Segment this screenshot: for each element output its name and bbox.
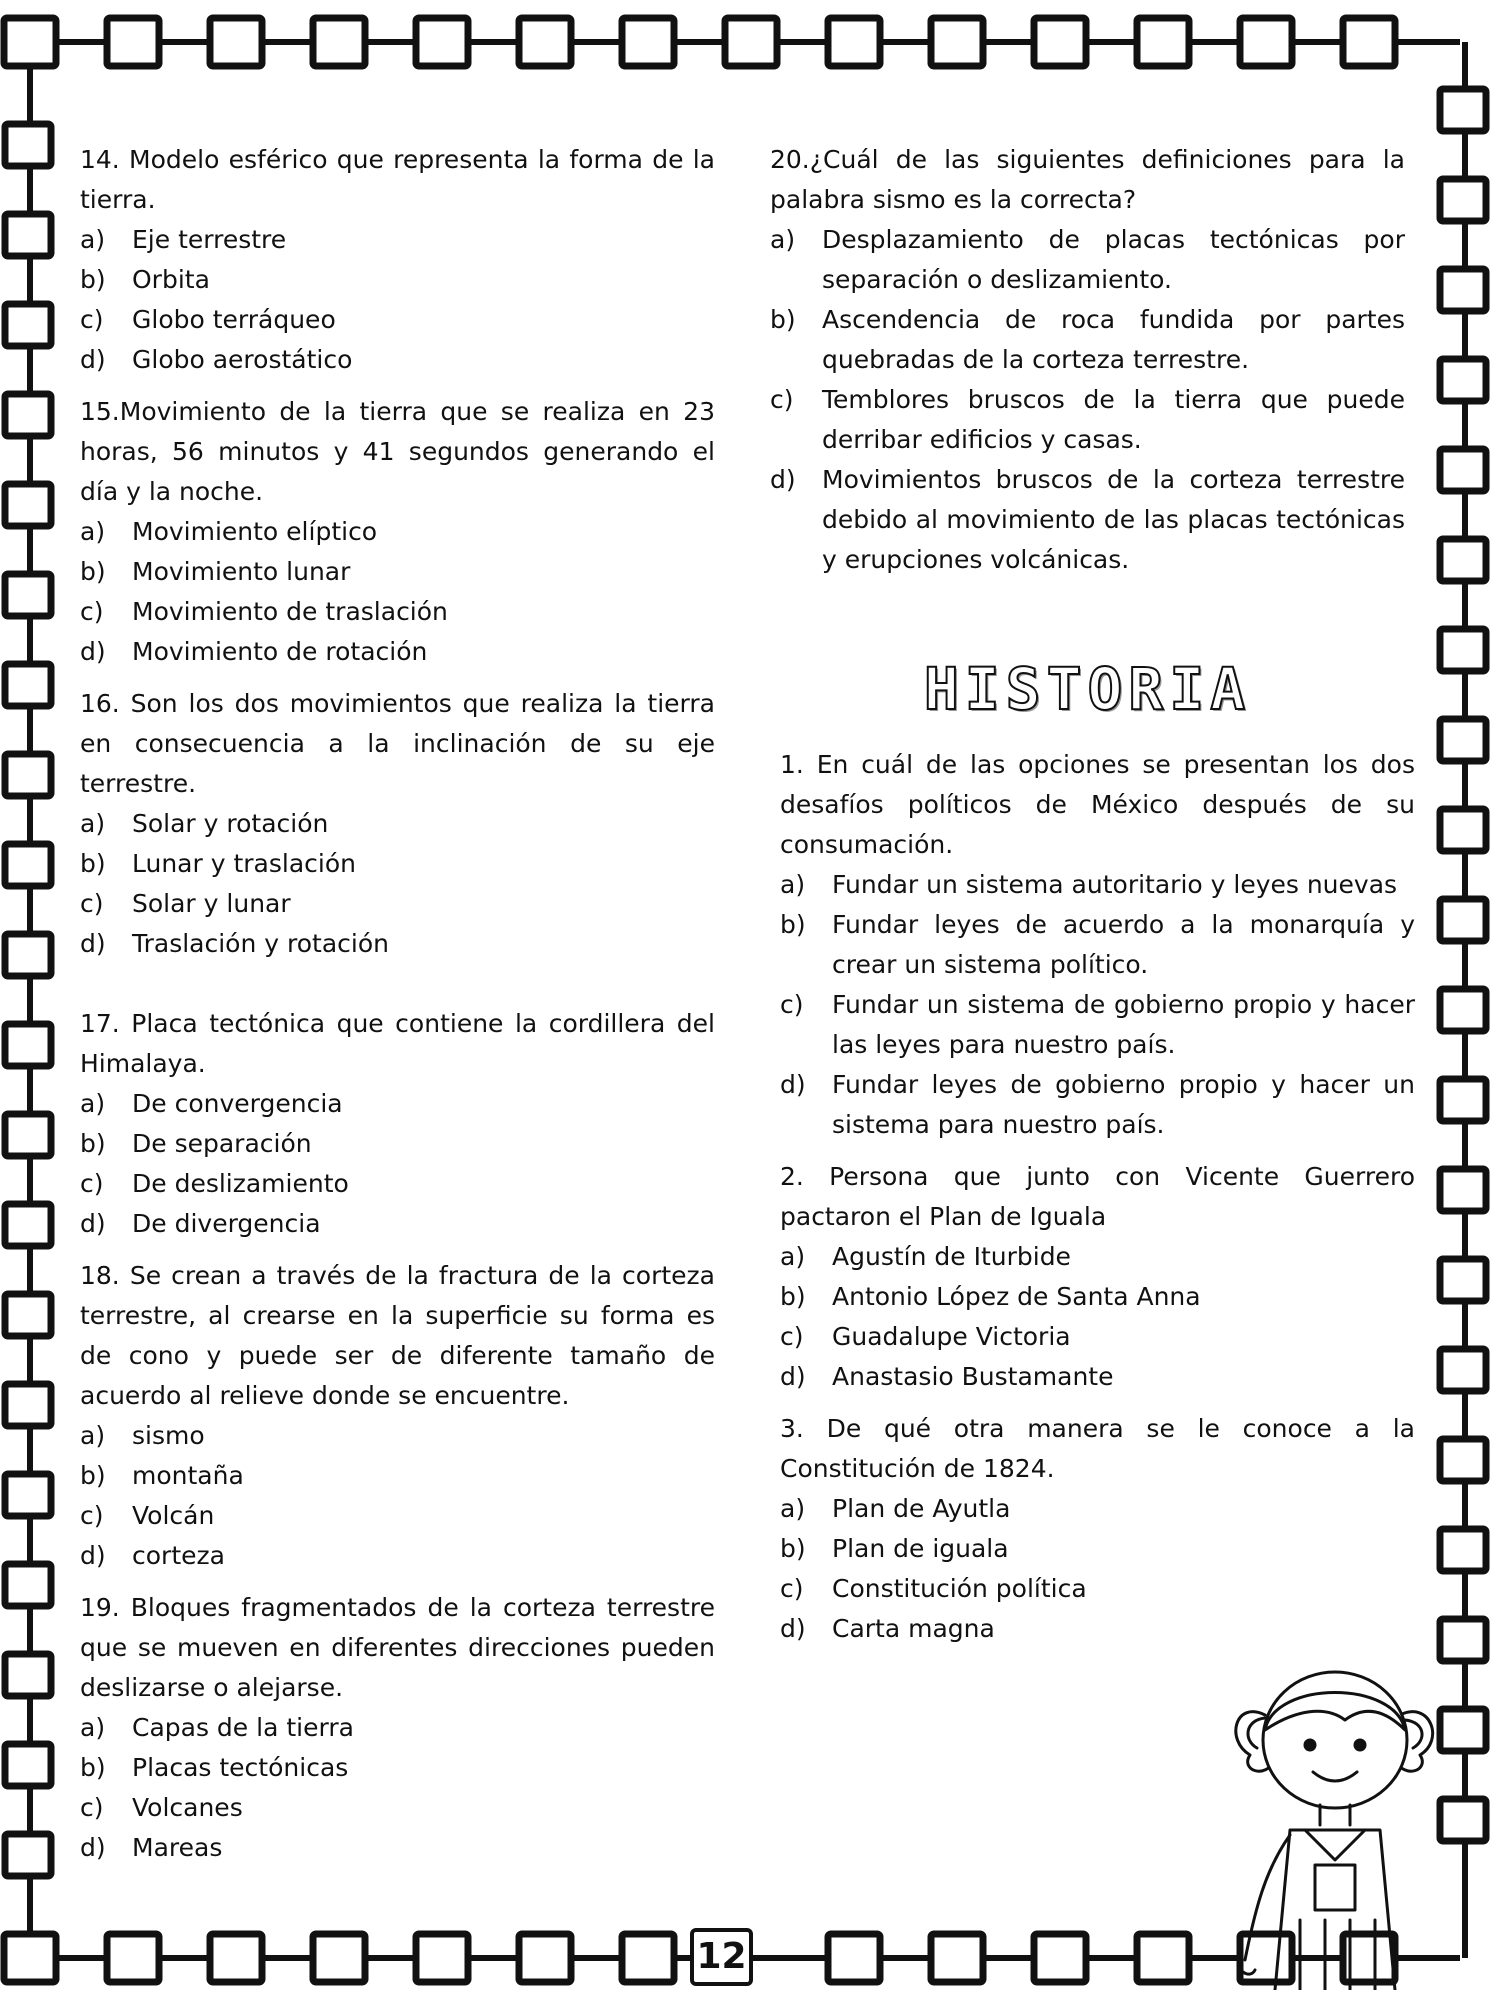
option-text: Capas de la tierra [132,1713,354,1742]
border-box [828,18,880,66]
question-block [770,140,1405,580]
option-item [780,1277,1415,1317]
option-letter: a) [780,1242,806,1271]
option-text: Desplazamiento de placas tectónicas por separación o deslizamiento. [822,225,1405,294]
border-box [1440,809,1486,851]
border-box [5,124,51,166]
option-item [80,1084,715,1124]
option-item [80,1496,715,1536]
border-box [828,1934,880,1982]
border-box [1440,899,1486,941]
option-item [780,1065,1415,1145]
option-text: Fundar leyes de gobierno propio y hacer un sistema para nuestro país. [832,1070,1415,1139]
option-text: corteza [132,1541,225,1570]
option-letter: c) [80,1169,104,1198]
option-letter: d) [780,1614,806,1643]
border-box [1440,449,1486,491]
question-block [80,1588,715,1868]
option-letter: a) [780,1494,806,1523]
border-box [5,664,51,706]
border-box [1343,18,1395,66]
border-box [5,1294,51,1336]
option-letter: d) [80,637,106,666]
option-item [80,1204,715,1244]
border-box [313,1934,365,1982]
border-box [416,1934,468,1982]
option-text: Antonio López de Santa Anna [832,1282,1201,1311]
option-item [80,260,715,300]
border-box [1440,629,1486,671]
option-letter: a) [80,517,106,546]
border-box [416,18,468,66]
border-box [622,18,674,66]
option-letter: b) [80,557,106,586]
option-letter: d) [80,1833,106,1862]
border-box [5,1474,51,1516]
option-text: Eje terrestre [132,225,287,254]
border-box [1440,1079,1486,1121]
option-text: Anastasio Bustamante [832,1362,1114,1391]
question-block [80,684,715,964]
option-item [80,512,715,552]
border-box [107,18,159,66]
border-box [725,18,777,66]
question-text: 18. Se crean a través de la fractura de la corteza terrestre, al crearse en la superficie su forma es de cono y puede ser de diferente tamaño de acuerdo al relieve donde se encuentre. [80,1261,715,1410]
option-item [80,592,715,632]
option-letter: c) [80,1793,104,1822]
option-text: De convergencia [132,1089,343,1118]
option-text: Orbita [132,265,210,294]
border-box [1440,1529,1486,1571]
option-letter: d) [780,1362,806,1391]
option-letter: d) [80,1541,106,1570]
border-box [5,1204,51,1246]
option-item [80,844,715,884]
option-item [80,1124,715,1164]
option-letter: b) [780,1282,806,1311]
option-letter: b) [80,1129,106,1158]
options-list [780,1237,1415,1397]
question-text: 19. Bloques fragmentados de la corteza terrestre que se mueven en diferentes direcciones pueden deslizarse o alejarse. [80,1593,715,1702]
options-list [80,1084,715,1244]
option-item [80,924,715,964]
border-box [5,1834,51,1876]
option-text: Movimiento de traslación [132,597,448,626]
question-block [80,140,715,380]
options-list [80,220,715,380]
option-item [80,552,715,592]
option-text: Mareas [132,1833,223,1862]
options-list [780,865,1415,1145]
option-letter: b) [780,910,806,939]
option-item [780,865,1415,905]
question-block [80,1256,715,1576]
border-box [1440,179,1486,221]
option-text: Movimiento elíptico [132,517,378,546]
option-text: Globo terráqueo [132,305,336,334]
border-box [1440,1439,1486,1481]
border-box [210,18,262,66]
option-item [780,985,1415,1065]
option-letter: d) [770,465,796,494]
border-box [5,1744,51,1786]
option-item [80,220,715,260]
option-item [80,340,715,380]
question-block [780,1409,1415,1649]
options-list [80,1416,715,1576]
border-box [1440,989,1486,1031]
option-letter: c) [80,1501,104,1530]
option-item [80,632,715,672]
option-letter: a) [80,809,106,838]
option-text: Movimientos bruscos de la corteza terrestre debido al movimiento de las placas tectónicas y erupciones volcánicas. [822,465,1405,574]
border-box [1440,539,1486,581]
question-text: 15.Movimiento de la tierra que se realiza en 23 horas, 56 minutos y 41 segundos generando el día y la noche. [80,397,715,506]
border-box [1440,269,1486,311]
option-letter: a) [80,225,106,254]
option-letter: c) [780,990,804,1019]
option-letter: d) [80,929,106,958]
border-box [5,484,51,526]
border-box [1137,18,1189,66]
option-letter: b) [780,1534,806,1563]
question-block [780,745,1415,1145]
option-text: Movimiento de rotación [132,637,428,666]
option-text: De divergencia [132,1209,321,1238]
question-block [80,1004,715,1244]
border-box [1034,18,1086,66]
option-text: Constitución política [832,1574,1087,1603]
option-text: Agustín de Iturbide [832,1242,1071,1271]
options-list [780,1489,1415,1649]
option-item [80,1164,715,1204]
option-letter: d) [80,345,106,374]
option-item [770,460,1405,580]
option-letter: a) [80,1089,106,1118]
option-text: Ascendencia de roca fundida por partes quebradas de la corteza terrestre. [822,305,1405,374]
question-text: 2. Persona que junto con Vicente Guerrero pactaron el Plan de Iguala [780,1162,1415,1231]
question-block [80,392,715,672]
question-text: 1. En cuál de las opciones se presentan los dos desafíos políticos de México después de su consumación. [780,750,1415,859]
option-item [780,1569,1415,1609]
question-text: 17. Placa tectónica que contiene la cordillera del Himalaya. [80,1009,715,1078]
option-letter: c) [770,385,794,414]
option-item [770,380,1405,460]
option-text: Plan de Ayutla [832,1494,1011,1523]
question-block [780,1157,1415,1397]
option-text: Fundar un sistema de gobierno propio y hacer las leyes para nuestro país. [832,990,1415,1059]
right-column-historia [780,745,1415,1649]
left-column [80,140,715,1868]
option-letter: b) [80,849,106,878]
option-text: Solar y rotación [132,809,329,838]
question-text: 3. De qué otra manera se le conoce a la Constitución de 1824. [780,1414,1415,1483]
option-letter: b) [80,265,106,294]
border-box [4,1934,56,1982]
option-item [780,1609,1415,1649]
option-text: Guadalupe Victoria [832,1322,1071,1351]
border-box [5,214,51,256]
option-text: sismo [132,1421,205,1450]
border-box [5,1384,51,1426]
option-text: Carta magna [832,1614,995,1643]
option-letter: a) [780,870,806,899]
border-box [1440,1349,1486,1391]
border-box [1440,1619,1486,1661]
option-item [80,1788,715,1828]
option-letter: a) [80,1421,106,1450]
option-letter: c) [80,305,104,334]
question-text: 14. Modelo esférico que representa la forma de la tierra. [80,145,715,214]
border-box [4,18,56,66]
option-item [80,1536,715,1576]
border-box [931,1934,983,1982]
option-text: De separación [132,1129,312,1158]
option-letter: b) [80,1461,106,1490]
option-letter: a) [770,225,796,254]
option-text: Temblores bruscos de la tierra que puede derribar edificios y casas. [822,385,1405,454]
option-item [780,1529,1415,1569]
option-item [780,1317,1415,1357]
option-text: Volcanes [132,1793,243,1822]
option-letter: a) [80,1713,106,1742]
border-box [1440,359,1486,401]
girl-illustration [1195,1660,1495,1990]
border-box [519,1934,571,1982]
option-item [80,1748,715,1788]
option-item [80,1828,715,1868]
border-box [931,18,983,66]
border-box [5,1114,51,1156]
border-box [5,754,51,796]
option-item [80,1416,715,1456]
options-list [80,804,715,964]
option-item [80,1456,715,1496]
option-text: Solar y lunar [132,889,291,918]
border-box [5,1654,51,1696]
option-item [80,300,715,340]
border-box [5,844,51,886]
option-letter: c) [780,1322,804,1351]
option-text: Placas tectónicas [132,1753,349,1782]
question-text: 20.¿Cuál de las siguientes definiciones para la palabra sismo es la correcta? [770,145,1405,214]
option-item [770,300,1405,380]
option-text: De deslizamiento [132,1169,349,1198]
option-item [80,884,715,924]
border-box [5,304,51,346]
question-text: 16. Son los dos movimientos que realiza la tierra en consecuencia a la inclinación de su eje terrestre. [80,689,715,798]
border-box [1034,1934,1086,1982]
option-text: Volcán [132,1501,215,1530]
options-list [80,1708,715,1868]
section-title-historia: HISTORIA [923,655,1252,723]
border-box [5,1564,51,1606]
border-box [1440,1259,1486,1301]
border-box [1137,1934,1189,1982]
option-item [780,1489,1415,1529]
border-box [5,574,51,616]
option-text: Fundar leyes de acuerdo a la monarquía y crear un sistema político. [832,910,1415,979]
border-box [5,934,51,976]
border-box [5,1024,51,1066]
option-letter: c) [80,889,104,918]
option-text: Fundar un sistema autoritario y leyes nuevas [832,870,1398,899]
border-box [622,1934,674,1982]
border-box [519,18,571,66]
page-number: 12 [690,1928,753,1986]
option-letter: d) [80,1209,106,1238]
option-text: Traslación y rotación [132,929,389,958]
border-box [107,1934,159,1982]
option-item [80,1708,715,1748]
option-item [780,905,1415,985]
options-list [80,512,715,672]
option-item [770,220,1405,300]
option-text: Lunar y traslación [132,849,356,878]
option-text: montaña [132,1461,244,1490]
option-letter: c) [780,1574,804,1603]
option-text: Globo aerostático [132,345,353,374]
border-box [210,1934,262,1982]
option-item [80,804,715,844]
option-item [780,1357,1415,1397]
option-item [780,1237,1415,1277]
option-letter: b) [80,1753,106,1782]
border-box [1440,89,1486,131]
border-box [1240,18,1292,66]
option-letter: b) [770,305,796,334]
border-box [1440,1169,1486,1211]
options-list [770,220,1405,580]
border-box [313,18,365,66]
border-box [5,394,51,436]
border-box [1440,719,1486,761]
option-text: Movimiento lunar [132,557,351,586]
right-column-top [770,140,1405,580]
option-letter: d) [780,1070,806,1099]
option-letter: c) [80,597,104,626]
option-text: Plan de iguala [832,1534,1009,1563]
